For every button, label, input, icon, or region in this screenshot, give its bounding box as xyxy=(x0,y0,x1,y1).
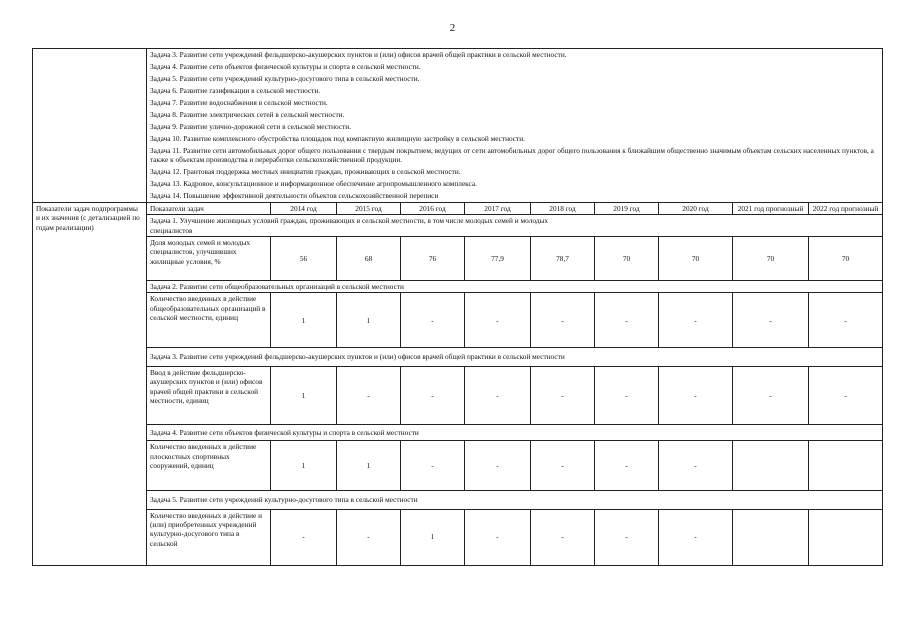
goal-task-line: Задача 8. Развитие электрических сетей в сельской местности. xyxy=(150,110,345,119)
value-cell: 56 xyxy=(271,237,337,281)
goal-task-line: Задача 13. Кадровое, консультационное и информационное обеспечение агропромышленного комплекса. xyxy=(150,179,477,189)
value-cell xyxy=(809,441,883,491)
header-cell: 2019 год xyxy=(595,202,659,214)
header-cell: 2016 год xyxy=(401,202,465,214)
header-cell: 2017 год xyxy=(465,202,531,214)
indicator-name: Доля молодых семей и молодых специалистов, улучшивших жилищные условия, % xyxy=(147,237,271,281)
value-cell: 1 xyxy=(271,366,337,424)
indicator-name: Количество введенных в действие плоскостных спортивных сооружений, единиц xyxy=(147,441,271,491)
value-cell: - xyxy=(595,509,659,565)
goals-tasks-row xyxy=(33,49,883,203)
value-cell: - xyxy=(595,293,659,348)
value-cell: 1 xyxy=(401,509,465,565)
task-title: Задача 3. Развитие сети учреждений фельдшерско-акушерских пунктов и (или) офисов врачей общей практики в сельской местности xyxy=(147,348,883,366)
value-cell: - xyxy=(733,293,809,348)
value-cell xyxy=(733,509,809,565)
value-cell: - xyxy=(809,366,883,424)
task-title-row xyxy=(33,491,883,509)
value-cell: - xyxy=(531,509,595,565)
indicator-row xyxy=(33,441,883,491)
value-cell: - xyxy=(401,441,465,491)
header-cell: 2021 год прогнозный xyxy=(733,202,809,214)
value-cell: 1 xyxy=(337,441,401,491)
task-title: Задача 5. Развитие сети учреждений культурно-досугового типа в сельской местности xyxy=(147,491,883,509)
value-cell: 70 xyxy=(595,237,659,281)
value-cell: - xyxy=(659,366,733,424)
value-cell: 70 xyxy=(733,237,809,281)
task-title-row xyxy=(33,348,883,366)
value-cell xyxy=(733,441,809,491)
value-cell: - xyxy=(337,509,401,565)
value-cell: - xyxy=(659,293,733,348)
indicator-name: Количество введенных в действие общеобразовательных организаций в сельской местности, единиц xyxy=(147,293,271,348)
value-cell: - xyxy=(531,366,595,424)
value-cell: - xyxy=(401,366,465,424)
value-cell: - xyxy=(659,509,733,565)
indicator-name: Ввод в действие фельдшерско-акушерских пунктов и (или) офисов врачей общей практики в сельской местности, единиц xyxy=(147,366,271,424)
goal-task-line: Задача 6. Развитие газификации в сельской местности. xyxy=(150,86,321,95)
header-cell: 2015 год xyxy=(337,202,401,214)
value-cell: - xyxy=(733,366,809,424)
value-cell: 1 xyxy=(271,293,337,348)
header-cell: 2014 год xyxy=(271,202,337,214)
indicator-row xyxy=(33,293,883,348)
value-cell: - xyxy=(531,293,595,348)
value-cell: - xyxy=(337,366,401,424)
goals-label-cell xyxy=(33,49,147,203)
value-cell: - xyxy=(809,293,883,348)
value-cell: 68 xyxy=(337,237,401,281)
goal-task-line: Задача 4. Развитие сети объектов физической культуры и спорта в сельской местности. xyxy=(150,62,421,71)
value-cell: - xyxy=(465,293,531,348)
goal-task-line: Задача 12. Грантовая поддержка местных инициатив граждан, проживающих в сельской местности. xyxy=(150,167,461,177)
goals-tasks-cell xyxy=(147,49,883,203)
indicator-row xyxy=(33,509,883,565)
value-cell: 77,9 xyxy=(465,237,531,281)
value-cell: - xyxy=(659,441,733,491)
passport-table xyxy=(32,48,883,566)
goal-task-line: Задача 11. Развитие сети автомобильных дорог общего пользования с твердым покрытием, ведущих от сети автомобильных дорог общего пользования к ближайшим общественно значимым объектам сельских населенных пунктов, а также к объектам производства и переработки сельскохозяйственной продукции. xyxy=(150,146,874,165)
task-title: Задача 1. Улучшение жилищных условий граждан, проживающих в сельской местности, в том числе молодых семей и молодых специалистов xyxy=(147,215,883,237)
indicator-row xyxy=(33,237,883,281)
header-cell: 2022 год прогнозный xyxy=(809,202,883,214)
value-cell: - xyxy=(465,509,531,565)
value-cell: 78,7 xyxy=(531,237,595,281)
header-cell: Показатели задач xyxy=(147,202,271,214)
header-cell: 2020 год xyxy=(659,202,733,214)
goal-task-line: Задача 10. Развитие комплексного обустройства площадок под компактную жилищную застройку в сельской местности. xyxy=(150,134,525,143)
goal-task-line: Задача 7. Развитие водоснабжения в сельской местности. xyxy=(150,98,328,107)
value-cell: 70 xyxy=(809,237,883,281)
value-cell: - xyxy=(271,509,337,565)
value-cell: - xyxy=(465,441,531,491)
value-cell: 70 xyxy=(659,237,733,281)
goal-task-line: Задача 5. Развитие сети учреждений культурно-досугового типа в сельской местности. xyxy=(150,74,420,83)
task-title: Задача 4. Развитие сети объектов физической культуры и спорта в сельской местности xyxy=(147,424,883,440)
value-cell: - xyxy=(401,293,465,348)
page-number: 2 xyxy=(449,22,456,34)
task-title-row xyxy=(33,424,883,440)
value-cell: - xyxy=(595,441,659,491)
indicator-name: Количество введенных в действие и (или) приобретенных учреждений культурно-досугового типа в сельской xyxy=(147,509,271,565)
indicators-label: Показатели задач подпрограммы и их значения (с детализацией по годам реализации) xyxy=(33,202,147,565)
goal-task-line: Задача 14. Повышение эффективной деятельности объектов сельскохозяйственной переписи xyxy=(150,191,439,201)
goal-task-line: Задача 3. Развитие сети учреждений фельдшерско-акушерских пунктов и (или) офисов врачей общей практики в сельской местности. xyxy=(150,50,567,59)
task-title: Задача 2. Развитие сети общеобразовательных организаций в сельской местности xyxy=(147,281,883,293)
value-cell: 76 xyxy=(401,237,465,281)
task-title-row xyxy=(33,281,883,293)
indicators-header-row xyxy=(33,202,883,214)
value-cell: - xyxy=(465,366,531,424)
value-cell: - xyxy=(595,366,659,424)
goal-task-line: Задача 9. Развитие улично-дорожной сети в сельской местности. xyxy=(150,122,352,131)
value-cell xyxy=(809,509,883,565)
value-cell: 1 xyxy=(271,441,337,491)
value-cell: 1 xyxy=(337,293,401,348)
indicator-row xyxy=(33,366,883,424)
task-title-row xyxy=(33,215,883,237)
value-cell: - xyxy=(531,441,595,491)
header-cell: 2018 год xyxy=(531,202,595,214)
